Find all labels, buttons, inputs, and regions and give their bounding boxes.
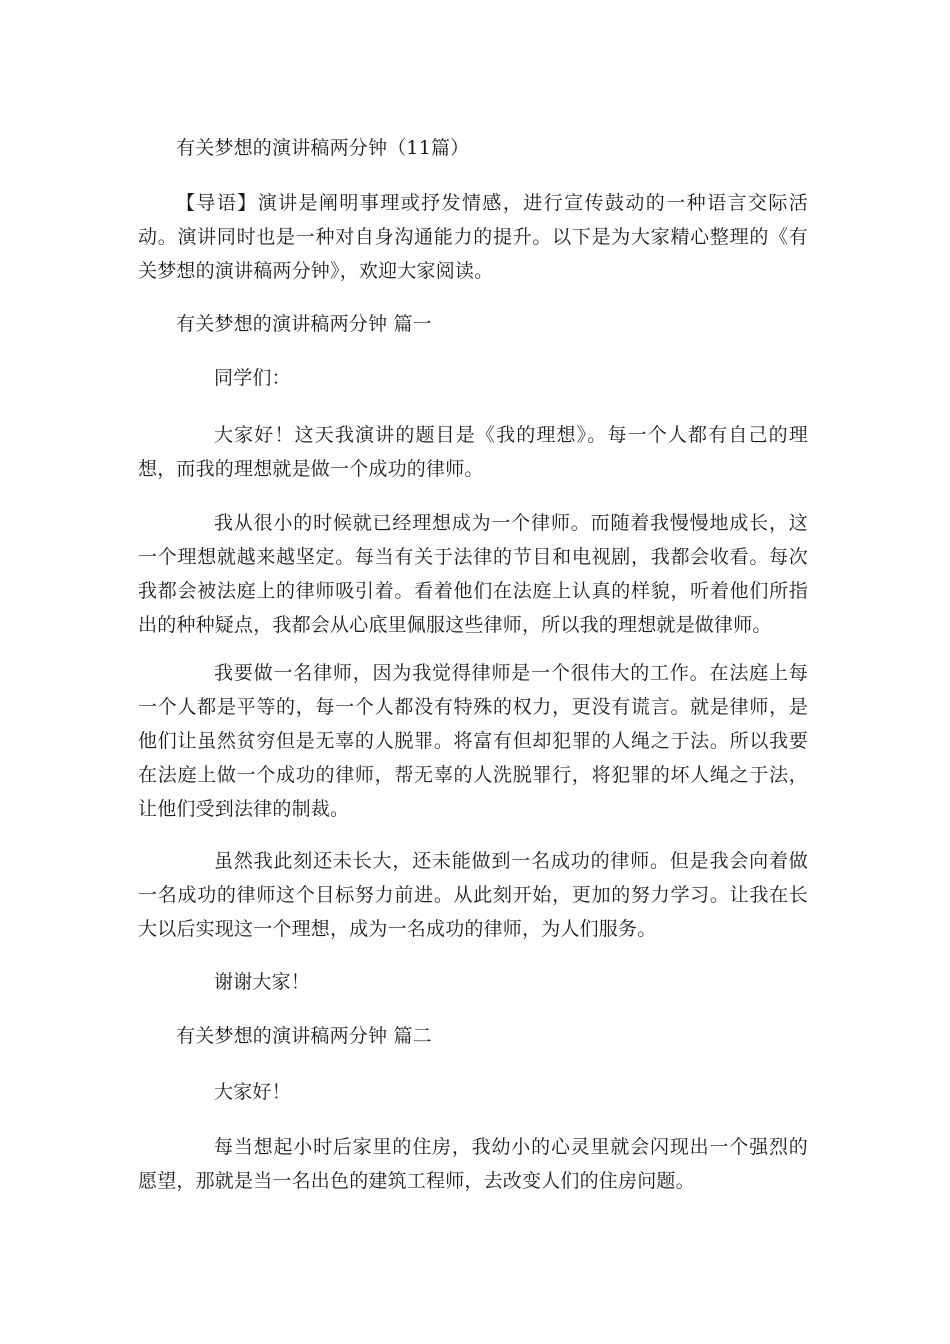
body-paragraph-2: 我从很小的时候就已经理想成为一个律师。而随着我慢慢地成长，这一个理想就越来越坚定。每当有关于法律的节目和电视剧，我都会收看。每次我都会被法庭上的律师吸引着。看着他们在法庭上认真的样貌，听着他们所指出的种种疑点，我都会从心底里佩服这些律师，所以我的理想就是做律师。: [138, 512, 808, 636]
body-paragraph-4: 虽然我此刻还未长大，还未能做到一名成功的律师。但是我会向着做一名成功的律师这个目标努力前进。从此刻开始，更加的努力学习。让我在长大以后实现这一个理想，成为一名成功的律师，为人们服务。: [138, 850, 808, 940]
body-paragraph-3: 我要做一名律师，因为我觉得律师是一个很伟大的工作。在法庭上每一个人都是平等的，每一个人都没有特殊的权力，更没有谎言。就是律师，是他们让虽然贫穷但是无辜的人脱罪。将富有但却犯罪的人绳之于法。所以我要在法庭上做一个成功的律师，帮无辜的人洗脱罪行，将犯罪的坏人绳之于法，让他们受到法律的制裁。: [138, 662, 808, 820]
section-heading-1: 有关梦想的演讲稿两分钟 篇一: [176, 313, 432, 335]
document-title: 有关梦想的演讲稿两分钟（11篇）: [176, 137, 470, 159]
greeting-text-2: 大家好！: [214, 1081, 291, 1103]
closing-text: 谢谢大家！: [214, 971, 311, 993]
greeting-text: 同学们：: [214, 367, 291, 389]
body-paragraph-5: 每当想起小时后家里的住房，我幼小的心灵里就会闪现出一个强烈的愿望，那就是当一名出色的建筑工程师，去改变人们的住房问题。: [138, 1136, 808, 1192]
body-paragraph-1: 大家好！这天我演讲的题目是《我的理想》。每一个人都有自己的理想，而我的理想就是做一个成功的律师。: [138, 424, 808, 480]
intro-paragraph: 【导语】演讲是阐明事理或抒发情感，进行宣传鼓动的一种语言交际活动。演讲同时也是一种对自身沟通能力的提升。以下是为大家精心整理的《有关梦想的演讲稿两分钟》，欢迎大家阅读。: [138, 192, 808, 282]
section-heading-2: 有关梦想的演讲稿两分钟 篇二: [176, 1025, 432, 1047]
